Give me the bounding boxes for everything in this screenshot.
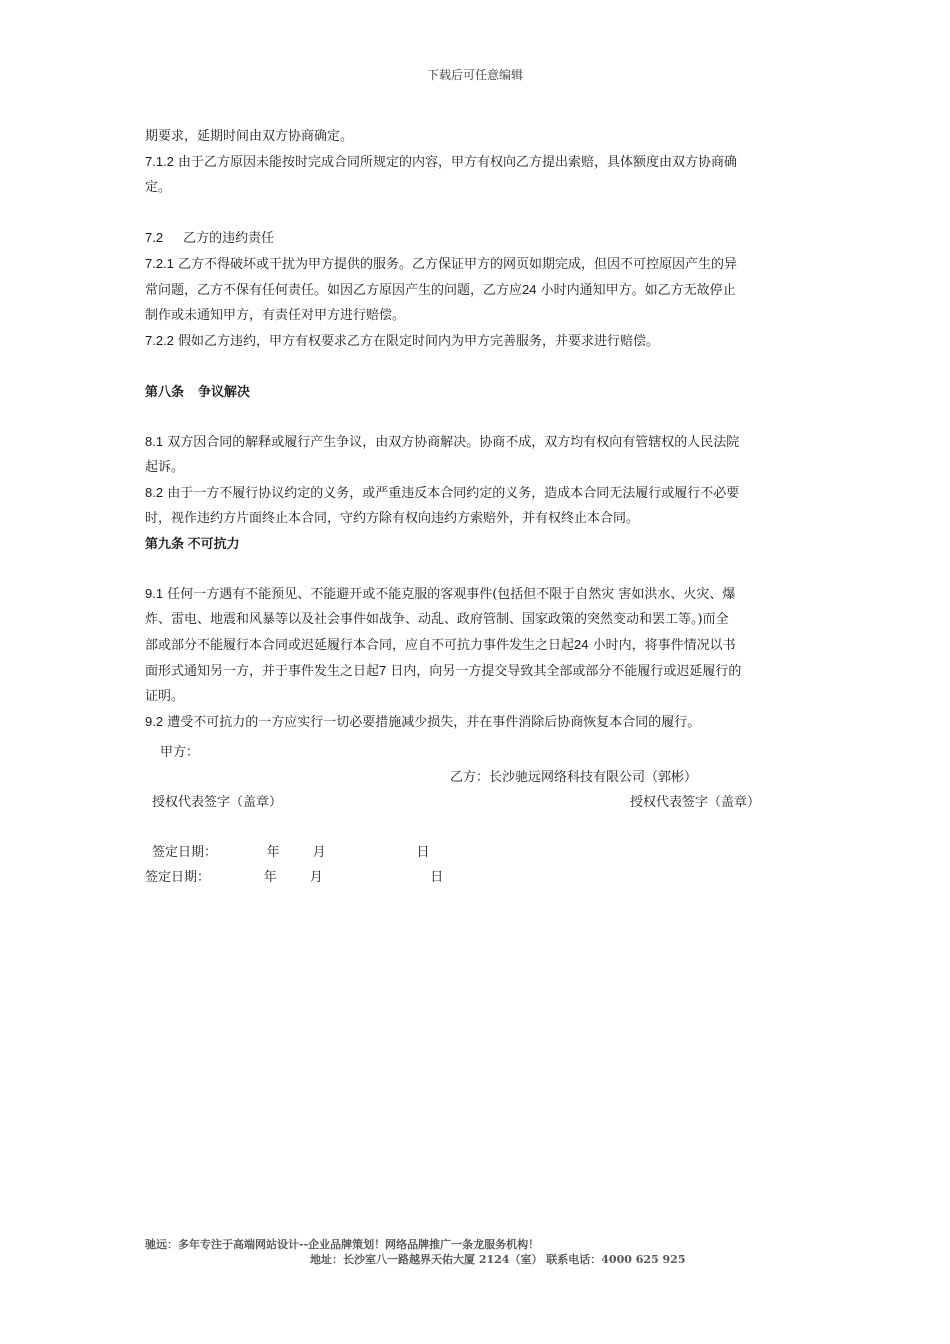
signing-date-a: 签定日期： 年 月 日 — [152, 845, 430, 860]
clause-text: 由于一方不履行协议约定的义务，或严重违反本合同约定的义务，造成本合同无法履行或履行不必要 — [163, 486, 740, 501]
document-body — [145, 124, 810, 735]
clause-text: 遭受不可抗力的一方应实行一切必要措施减少损失，并在事件消除后协商恢复本合同的履行。 — [163, 715, 701, 730]
footer-slogan: 驰远：多年专注于高端网站设计--企业品牌策划！网络品牌推广一条龙服务机构！ — [145, 1238, 540, 1251]
section-7-2-heading — [145, 225, 810, 251]
clause-number: 8.1 — [145, 434, 164, 449]
clause-text: 乙方不得破坏或干扰为甲方提供的服务。乙方保证甲方的网页如期完成，但因不可控原因产生的异 — [173, 257, 738, 272]
article-8-heading: 第八条 争议解决 — [145, 384, 251, 399]
paragraph: 定。 — [145, 180, 172, 195]
party-b-label: 乙方：长沙驰远网络科技有限公司（郭彬） — [450, 770, 698, 785]
clause-8-2 — [145, 480, 810, 506]
paragraph: 时，视作违约方片面终止本合同，守约方除有权向违约方索赔外，并有权终止本合同。 — [145, 511, 640, 526]
paragraph: 证明。 — [145, 689, 185, 704]
article-9-heading: 第九条 不可抗力 — [145, 536, 240, 551]
paragraph: 常问题，乙方不保有任何责任。如因乙方原因产生的问题，乙方应24 小时内通知甲方。如乙方无故停止 — [145, 282, 736, 298]
party-b-authorization: 授权代表签字（盖章） — [630, 795, 761, 810]
clause-9-2 — [145, 709, 810, 735]
clause-number: 9.1 — [145, 586, 164, 601]
clause-number: 8.2 — [145, 485, 164, 500]
clause-8-1 — [145, 429, 810, 455]
clause-7-2-2 — [145, 328, 810, 354]
paragraph: 部或部分不能履行本合同或迟延履行本合同，应自不可抗力事件发生之日起24 小时内，将事件情况以书 — [145, 637, 736, 653]
section-number: 7.2 — [145, 230, 164, 245]
clause-text: 双方因合同的解释或履行产生争议，由双方协商解决。协商不成，双方均有权向有管辖权的人民法院 — [163, 435, 740, 450]
section-title: 乙方的违约责任 — [183, 231, 275, 246]
clause-number: 7.2.1 — [145, 256, 174, 271]
clause-number: 7.2.2 — [145, 333, 174, 348]
paragraph: 炸、雷电、地震和风暴等以及社会事件如战争、动乱、政府管制、国家政策的突然变动和罢工等。)而全 — [145, 612, 729, 627]
signing-date-b: 签定日期： 年 月 日 — [145, 870, 444, 885]
page-header: 下载后可任意编辑 — [426, 68, 523, 82]
clause-9-1 — [145, 581, 810, 607]
paragraph: 起诉。 — [145, 460, 185, 475]
paragraph: 面形式通知另一方，并于事件发生之日起7 日内，向另一方提交导致其全部或部分不能履行或迟延履行的 — [145, 663, 742, 679]
clause-7-1-2 — [145, 149, 810, 175]
clause-7-2-1 — [145, 251, 810, 277]
party-a-label: 甲方： — [160, 745, 200, 760]
clause-number: 7.1.2 — [145, 154, 174, 169]
footer-address: 地址：长沙室八一路越界天佑大厦 2124（室） 联系电话：4000 625 925 — [310, 1253, 686, 1266]
paragraph: 制作或未通知甲方，有责任对甲方进行赔偿。 — [145, 308, 406, 323]
clause-text: 假如乙方违约，甲方有权要求乙方在限定时间内为甲方完善服务，并要求进行赔偿。 — [173, 334, 660, 349]
clause-number: 9.2 — [145, 714, 164, 729]
clause-text: 任何一方遇有不能预见、不能避开或不能克服的客观事件(包括但不限于自然灾 害如洪水、火灾、爆 — [163, 587, 736, 602]
clause-text: 由于乙方原因未能按时完成合同所规定的内容，甲方有权向乙方提出索赔，具体额度由双方协商确 — [173, 155, 738, 170]
party-a-authorization: 授权代表签字（盖章） — [152, 795, 283, 810]
paragraph: 期要求，延期时间由双方协商确定。 — [145, 129, 354, 144]
